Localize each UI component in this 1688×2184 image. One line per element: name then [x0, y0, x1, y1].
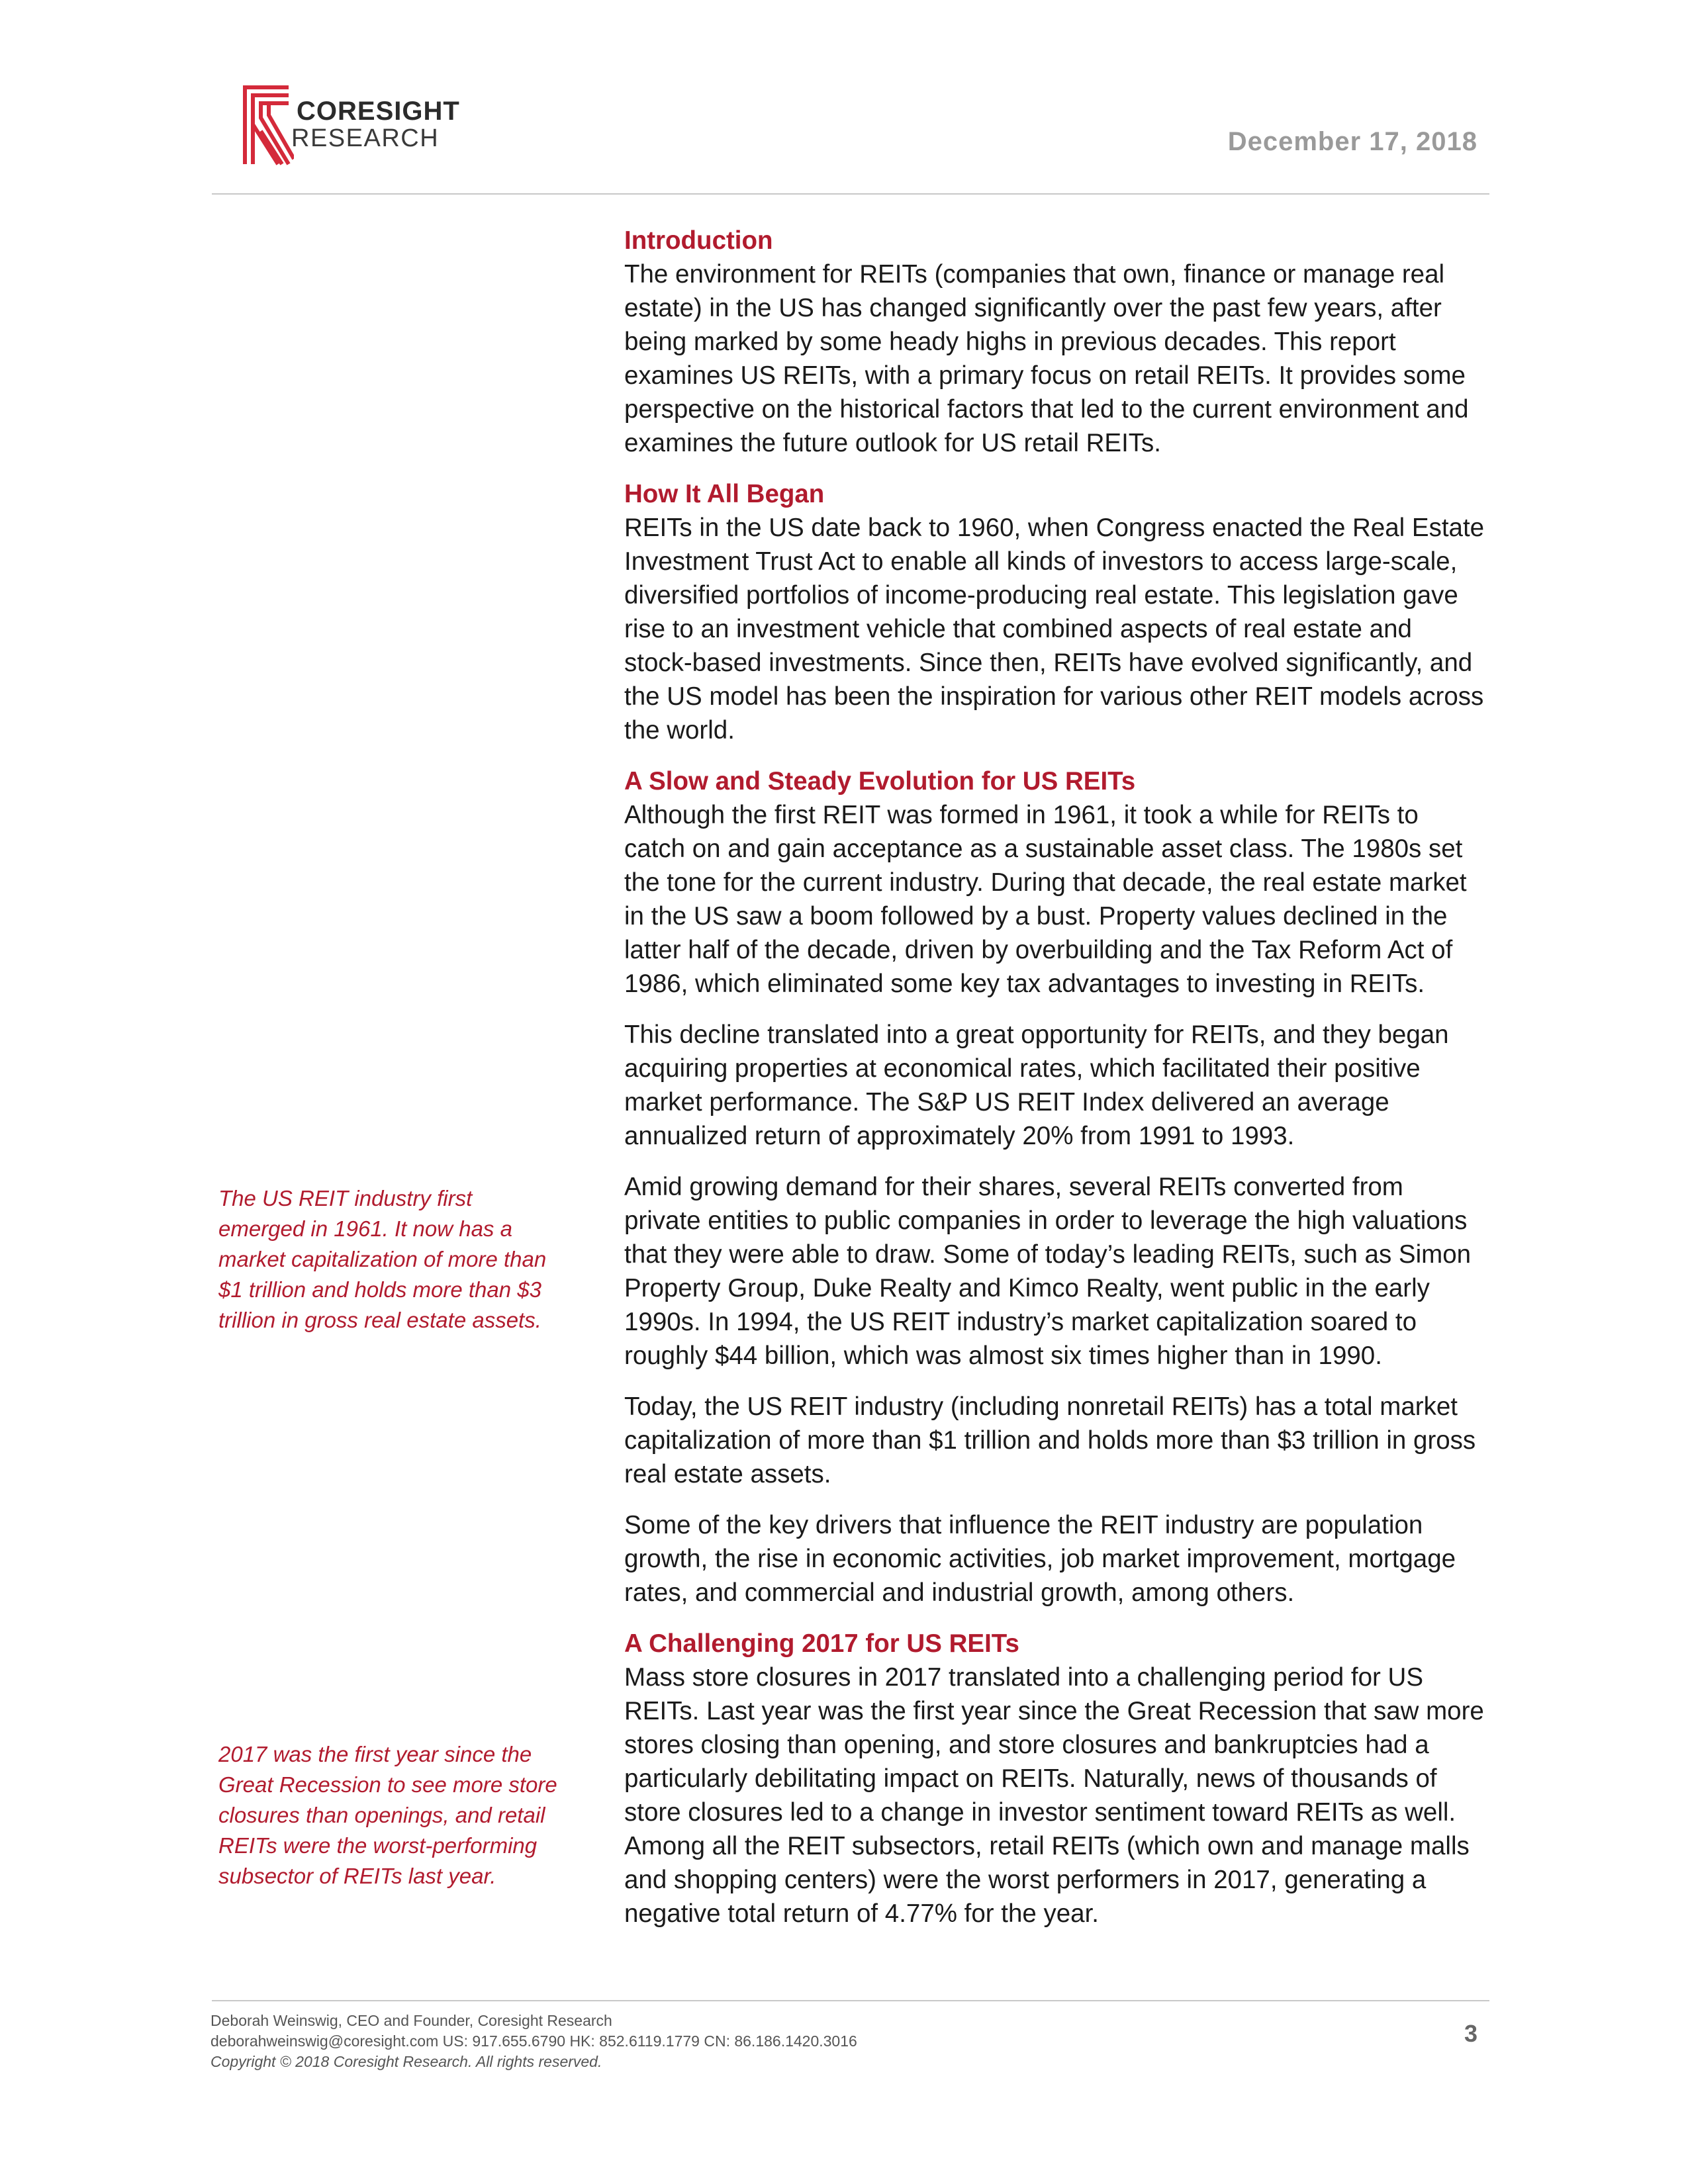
logo-name-line2: RESEARCH: [291, 124, 440, 152]
footer-contact: deborahweinswig@coresight.com US: 917.655.6790 HK: 852.6119.1779 CN: 86.186.1420.3016: [211, 2032, 857, 2050]
section-introduction: [624, 224, 1485, 460]
logo-mark-icon: [225, 78, 294, 171]
paragraph: Although the first REIT was formed in 1961, it took a while for REITs to catch on and gain acceptance as a sustainable asset class. The 1980s set the tone for the current industry. During that decade, the real estate market in the US saw a boom followed by a bust. Property values declined in the latter half of the decade, driven by overbuilding and the Tax Reform Act of 1986, which eliminated some key tax advantages to investing in REITs.: [624, 801, 1467, 998]
logo-name-line1: CORESIGHT: [297, 97, 460, 126]
footer-divider: [212, 2000, 1489, 2001]
paragraph: This decline translated into a great opportunity for REITs, and they began acquiring properties at economical rates, which facilitated their positive market performance. The S&P US REIT Index delivered an average annualized return of approximately 20% from 1991 to 1993.: [624, 1021, 1449, 1150]
main-content: [624, 224, 1485, 1948]
paragraph: Today, the US REIT industry (including nonretail REITs) has a total market capitalization of more than $1 trillion and holds more than $3 trillion in gross real estate assets.: [624, 1392, 1476, 1488]
report-date: December 17, 2018: [1227, 127, 1477, 156]
footer-author: Deborah Weinswig, CEO and Founder, Coresight Research: [211, 2012, 612, 2029]
section-how-it-began: [624, 477, 1485, 747]
paragraph: Amid growing demand for their shares, several REITs converted from private entities to public companies in order to leverage the high valuations that they were able to draw. Some of today’s leading REITs, such as Simon Property Group, Duke Realty and Kimco Realty, went public in the early 1990s. In 1994, the US REIT industry’s market capitalization soared to roughly $44 billion, which was almost six times higher than in 1990.: [624, 1173, 1472, 1370]
footer: [211, 2011, 857, 2072]
section-heading: A Challenging 2017 for US REITs: [624, 1629, 1019, 1658]
sidebar-callout: 2017 was the first year since the Great Recession to see more store closures than openings, and retail REITs were the worst-performing subsector of REITs last year.: [218, 1742, 557, 1888]
paragraph: REITs in the US date back to 1960, when Congress enacted the Real Estate Investment Trust Act to enable all kinds of investors to access large-scale, diversified portfolios of income-producing real estate. This legislation gave rise to an investment vehicle that combined aspects of real estate and stock-based investments. Since then, REITs have evolved significantly, and the US model has been the inspiration for various other REIT models across the world.: [624, 514, 1485, 745]
section-challenging-2017: [624, 1627, 1485, 1931]
sidebar-callout: The US REIT industry first emerged in 1961. It now has a market capitalization of more than $1 trillion and holds more than $3 trillion in gross real estate assets.: [218, 1186, 547, 1332]
header-divider: [212, 193, 1489, 195]
page-number: 3: [1464, 2020, 1477, 2047]
paragraph: Mass store closures in 2017 translated into a challenging period for US REITs. Last year was the first year since the Great Recession that saw more stores closing than opening, and store closures and bankruptcies had a particularly debilitating impact on REITs. Naturally, news of thousands of store closures led to a change in investor sentiment toward REITs as well. Among all the REIT subsectors, retail REITs (which own and manage malls and shopping centers) were the worst performers in 2017, generating a negative total return of 4.77% for the year.: [624, 1663, 1484, 1928]
paragraph: Some of the key drivers that influence the REIT industry are population growth, the rise in economic activities, job market improvement, mortgage rates, and commercial and industrial growth, among others.: [624, 1511, 1456, 1607]
section-heading: Introduction: [624, 226, 773, 255]
footer-copyright: Copyright © 2018 Coresight Research. All rights reserved.: [211, 2053, 602, 2070]
company-logo: [225, 78, 460, 171]
section-heading: How It All Began: [624, 480, 825, 508]
section-evolution: [624, 764, 1485, 1610]
paragraph: The environment for REITs (companies that own, finance or manage real estate) in the US has changed significantly over the past few years, after being marked by some heady highs in previous decades. This report examines US REITs, with a primary focus on retail REITs. It provides some perspective on the historical factors that led to the current environment and examines the future outlook for US retail REITs.: [624, 260, 1469, 457]
section-heading: A Slow and Steady Evolution for US REITs: [624, 767, 1136, 796]
